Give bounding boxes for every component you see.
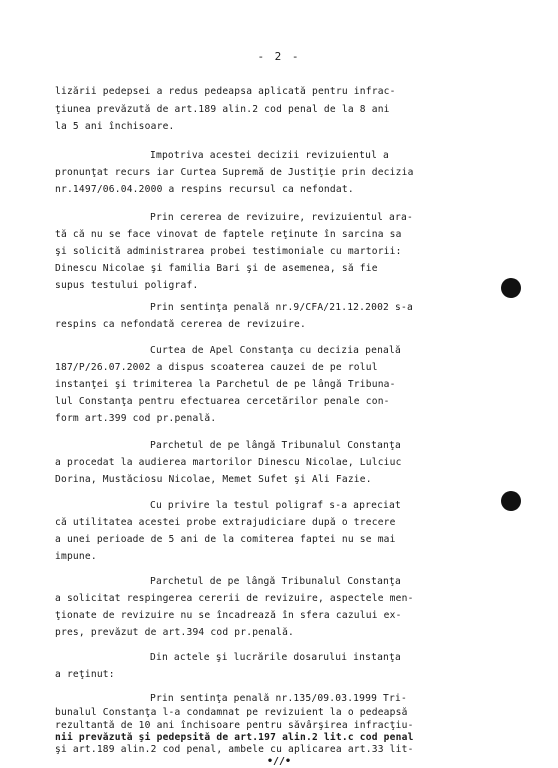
text-line: Parchetul de pe lângă Tribunalul Constanţa bbox=[150, 576, 401, 587]
text-line: lul Constanţa pentru efectuarea cercetărilor penale con- bbox=[55, 396, 390, 407]
text-line: Dinescu Nicolae şi familia Bari şi de asemenea, să fie bbox=[55, 263, 378, 274]
text-line: 187/P/26.07.2002 a dispus scoaterea cauzei de pe rolul bbox=[55, 362, 378, 373]
text-line: şi art.189 alin.2 cod penal, ambele cu aplicarea art.33 lit- bbox=[55, 744, 414, 755]
text-line: bunalul Constanţa l-a condamnat pe revizuient la o pedeapsă bbox=[55, 707, 408, 718]
text-line: pronunţat recurs iar Curtea Supremă de Justiţie prin decizia bbox=[55, 167, 414, 178]
punch-hole bbox=[501, 491, 521, 511]
text-line: nii prevăzută şi pedepsită de art.197 alin.2 lit.c cod penal bbox=[55, 732, 414, 743]
page-number: - 2 - bbox=[257, 50, 301, 63]
text-line: că utilitatea acestei probe extrajudiciare după o trecere bbox=[55, 517, 396, 528]
text-line: Impotriva acestei decizii revizuientul a bbox=[150, 150, 390, 161]
text-line: a procedat la audierea martorilor Dinescu Nicolae, Lulciuc bbox=[55, 457, 402, 468]
text-line: ţiunea prevăzută de art.189 alin.2 cod penal de la 8 ani bbox=[55, 104, 390, 115]
punch-hole bbox=[501, 278, 521, 298]
text-line: nr.1497/06.04.2000 a respins recursul ca nefondat. bbox=[55, 184, 354, 195]
text-line: impune. bbox=[55, 551, 97, 562]
text-line: Prin sentinţa penală nr.9/CFA/21.12.2002 s-a bbox=[150, 302, 413, 313]
text-line: Parchetul de pe lângă Tribunalul Constanţa bbox=[150, 440, 401, 451]
text-line: instanţei şi trimiterea la Parchetul de pe lângă Tribuna- bbox=[55, 379, 396, 390]
text-line: pres, prevăzut de art.394 cod pr.penală. bbox=[55, 627, 295, 638]
text-line: Din actele şi lucrările dosarului instanţa bbox=[150, 652, 401, 663]
text-line: Prin sentinţa penală nr.135/09.03.1999 Tri- bbox=[150, 693, 407, 704]
text-line: Curtea de Apel Constanţa cu decizia penală bbox=[150, 345, 401, 356]
text-line: supus testului poligraf. bbox=[55, 280, 199, 291]
text-line: tă că nu se face vinovat de faptele reţinute în sarcina sa bbox=[55, 229, 402, 240]
text-line: rezultantă de 10 ani închisoare pentru săvârşirea infracţiu- bbox=[55, 720, 414, 731]
text-line: lizării pedepsei a redus pedeapsa aplicată pentru infrac- bbox=[55, 86, 396, 97]
text-line: Cu privire la testul poligraf s-a apreciat bbox=[150, 500, 401, 511]
continuation-mark: •//• bbox=[266, 756, 292, 767]
text-line: la 5 ani închisoare. bbox=[55, 121, 175, 132]
text-line: Dorina, Mustăciosu Nicolae, Memet Sufet şi Ali Fazie. bbox=[55, 474, 372, 485]
text-line: ţionate de revizuire nu se încadrează în sfera cazului ex- bbox=[55, 610, 402, 621]
text-line: a unei perioade de 5 ani de la comiterea faptei nu se mai bbox=[55, 534, 396, 545]
text-line: Prin cererea de revizuire, revizuientul ara- bbox=[150, 212, 413, 223]
text-line: a solicitat respingerea cererii de revizuire, aspectele men- bbox=[55, 593, 414, 604]
text-line: form art.399 cod pr.penală. bbox=[55, 413, 217, 424]
text-line: şi solicită administrarea probei testimoniale cu martorii: bbox=[55, 246, 402, 257]
text-line: a reţinut: bbox=[55, 669, 115, 680]
text-line: respins ca nefondată cererea de revizuire. bbox=[55, 319, 306, 330]
